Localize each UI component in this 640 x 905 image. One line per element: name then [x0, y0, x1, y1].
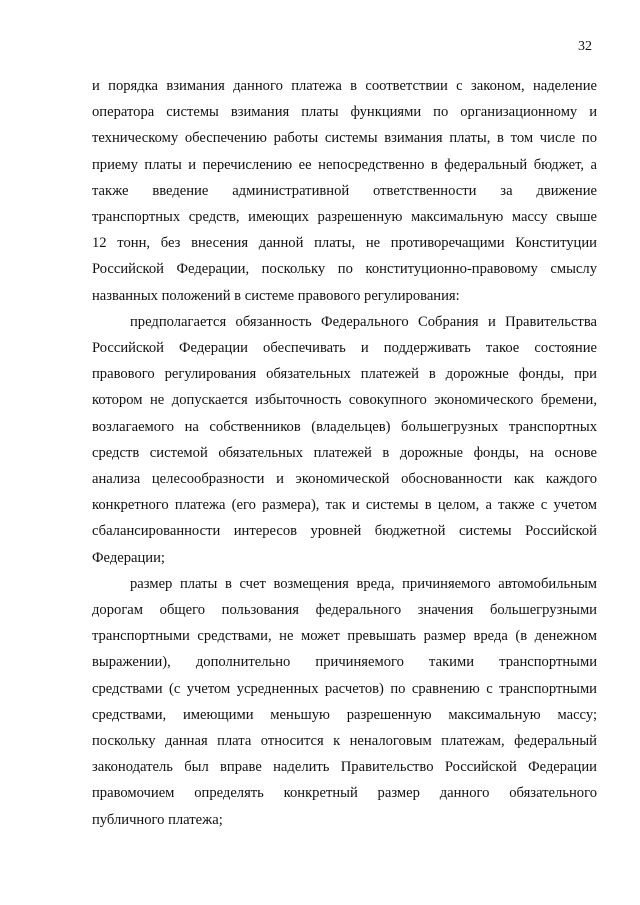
text-line: Российской Федерации обеспечивать и поддерживать такое состояние — [92, 340, 597, 357]
text-line: котором не допускается избыточность совокупного экономического бремени, — [92, 392, 597, 409]
text-line: законодатель был вправе наделить Правительство Российской Федерации — [92, 759, 597, 776]
text-line: транспортных средств, имеющих разрешенную максимальную массу свыше — [92, 209, 597, 226]
text-line: размер платы в счет возмещения вреда, причиняемого автомобильным — [130, 575, 597, 592]
text-line: дорогам общего пользования федерального значения большегрузными — [92, 602, 597, 619]
paragraph-2 — [92, 309, 597, 571]
text-line: правомочием определять конкретный размер данного обязательного — [92, 785, 597, 802]
page-number: 32 — [578, 39, 592, 54]
text-line: и порядка взимания данного платежа в соответствии с законом, наделение — [92, 78, 597, 94]
text-line: анализа целесообразности и экономической обоснованности как каждого — [92, 471, 597, 488]
text-line: публичного платежа; — [92, 811, 223, 828]
text-line: выражении), дополнительно причиняемого такими транспортными — [92, 654, 597, 671]
text-line: транспортными средствами, не может превышать размер вреда (в денежном — [92, 628, 597, 645]
text-line: сбалансированности интересов уровней бюджетной системы Российской — [92, 523, 597, 540]
text-line: средств системой обязательных платежей в дорожные фонды, на основе — [92, 444, 597, 461]
text-line: Федерации; — [92, 549, 165, 566]
paragraph-3 — [92, 571, 597, 833]
text-line: 12 тонн, без внесения данной платы, не противоречащими Конституции — [92, 235, 597, 252]
text-line: техническому обеспечению работы системы взимания платы, в том числе по — [92, 130, 597, 147]
paragraph-1 — [92, 73, 597, 309]
text-line: поскольку данная плата относится к неналоговым платежам, федеральный — [92, 733, 597, 750]
text-line: правового регулирования обязательных платежей в дорожные фонды, при — [92, 366, 597, 383]
text-line: приему платы и перечислению ее непосредственно в федеральный бюджет, а — [92, 156, 597, 173]
text-line: средствами, имеющими меньшую разрешенную максимальную массу; — [92, 706, 597, 723]
text-line: предполагается обязанность Федерального Собрания и Правительства — [130, 313, 597, 330]
body-text — [92, 73, 597, 833]
text-line: средствами (с учетом усредненных расчетов) по сравнению с транспортными — [92, 680, 597, 697]
text-line: Российской Федерации, поскольку по конституционно-правовому смыслу — [92, 261, 597, 278]
text-line: конкретного платежа (его размера), так и системы в целом, а также с учетом — [92, 497, 597, 514]
text-line: возлагаемого на собственников (владельцев) большегрузных транспортных — [92, 418, 597, 435]
text-line: оператора системы взимания платы функциями по организационному и — [92, 104, 597, 121]
text-line: также введение административной ответственности за движение — [92, 182, 597, 199]
text-line: названных положений в системе правового регулирования: — [92, 287, 460, 304]
